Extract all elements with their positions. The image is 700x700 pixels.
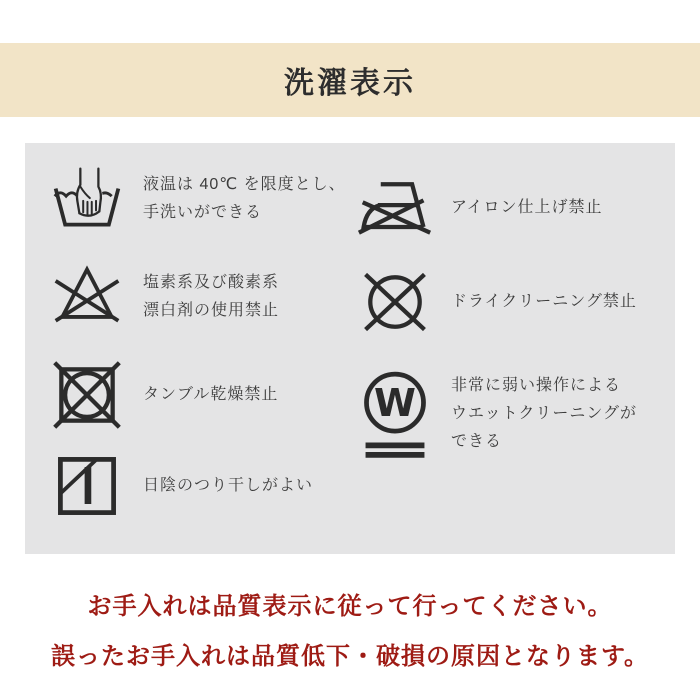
no-dry-clean-icon bbox=[357, 264, 433, 340]
care-item-text bbox=[451, 288, 637, 316]
care-text-line: 漂白剤の使用禁止 bbox=[143, 302, 280, 319]
no-iron-icon bbox=[357, 170, 433, 246]
no-tumble-dry-icon bbox=[49, 357, 125, 433]
care-item-text bbox=[451, 194, 603, 222]
care-text-line: 塩素系及び酸素系 bbox=[143, 274, 280, 291]
care-text-line: 液温は 40℃ を限度とし、 bbox=[143, 176, 346, 193]
care-item-no-iron bbox=[357, 170, 603, 246]
care-text-line: できる bbox=[451, 433, 503, 450]
care-item-text bbox=[143, 472, 313, 500]
care-item-handwash bbox=[49, 161, 346, 237]
no-bleach-icon bbox=[49, 259, 125, 335]
page-title: 洗濯表示 bbox=[284, 67, 416, 100]
care-notice-line-2: 誤ったお手入れは品質低下・破損の原因となります。 bbox=[50, 643, 650, 670]
care-text-line: ドライクリーニング禁止 bbox=[451, 293, 637, 310]
care-item-text bbox=[143, 171, 346, 227]
care-text-line: タンブル乾燥禁止 bbox=[143, 386, 279, 403]
wet-clean-gentle-icon bbox=[357, 368, 433, 460]
care-item-shade-line-dry bbox=[49, 448, 313, 524]
care-item-text bbox=[451, 372, 637, 456]
care-symbols-panel bbox=[25, 143, 675, 554]
handwash-icon bbox=[49, 161, 125, 237]
care-text-line: 日陰のつり干しがよい bbox=[143, 477, 314, 494]
wet-clean-letter: W bbox=[374, 380, 416, 425]
care-item-no-bleach bbox=[49, 259, 279, 335]
care-item-text bbox=[143, 381, 278, 409]
care-text-line: ウエットクリーニングが bbox=[451, 405, 638, 422]
care-text-line: 非常に弱い操作による bbox=[451, 377, 622, 394]
shade-line-dry-icon bbox=[49, 448, 125, 524]
care-text-line: アイロン仕上げ禁止 bbox=[451, 199, 603, 216]
care-item-text bbox=[143, 269, 279, 325]
care-item-wet-clean-gentle bbox=[357, 368, 637, 460]
title-banner bbox=[0, 43, 700, 117]
care-item-no-tumble-dry bbox=[49, 357, 278, 433]
care-item-no-dry-clean bbox=[357, 264, 637, 340]
care-notice-line-1: お手入れは品質表示に従って行ってください。 bbox=[87, 593, 613, 620]
care-text-line: 手洗いができる bbox=[143, 204, 263, 221]
